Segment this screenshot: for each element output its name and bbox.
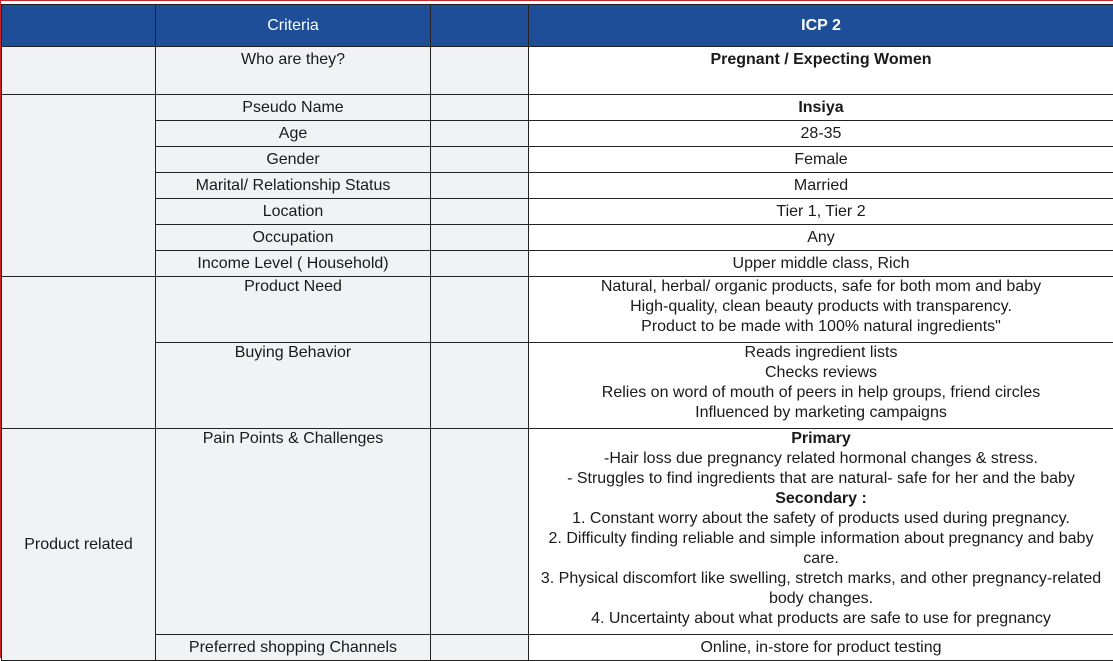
cell-empty[interactable] bbox=[431, 147, 529, 173]
header-cell-criteria[interactable]: Criteria bbox=[156, 5, 431, 47]
primary-heading: Primary bbox=[531, 429, 1111, 449]
text-line: Checks reviews bbox=[531, 363, 1111, 383]
cell-value[interactable]: Any bbox=[529, 225, 1113, 251]
cell-empty[interactable] bbox=[431, 95, 529, 121]
cell-value[interactable]: Female bbox=[529, 147, 1113, 173]
table-row bbox=[2, 199, 1113, 225]
cell-empty[interactable] bbox=[431, 635, 529, 661]
cell-label[interactable]: Pseudo Name bbox=[156, 95, 431, 121]
table-row bbox=[2, 173, 1113, 199]
header-cell-blank[interactable] bbox=[2, 5, 156, 47]
text-line: Product to be made with 100% natural ingredients" bbox=[531, 317, 1111, 337]
cell-profile-section[interactable] bbox=[2, 95, 156, 277]
table-row bbox=[2, 95, 1113, 121]
cell-empty[interactable] bbox=[431, 173, 529, 199]
cell-section-product-related[interactable]: Product related bbox=[2, 429, 156, 661]
table-row bbox=[2, 343, 1113, 429]
table-row bbox=[2, 635, 1113, 661]
cell-pain-points[interactable] bbox=[529, 429, 1113, 635]
header-cell-icp[interactable]: ICP 2 bbox=[529, 5, 1113, 47]
cell-empty[interactable] bbox=[431, 277, 529, 343]
cell-empty[interactable] bbox=[2, 47, 156, 95]
text-line: - Struggles to find ingredients that are natural- safe for her and the baby bbox=[531, 469, 1111, 489]
table-row bbox=[2, 225, 1113, 251]
table-row bbox=[2, 277, 1113, 343]
text-line: 2. Difficulty finding reliable and simple information about pregnancy and baby care. bbox=[531, 529, 1111, 569]
cell-label[interactable]: Income Level ( Household) bbox=[156, 251, 431, 277]
header-cell-empty[interactable] bbox=[431, 5, 529, 47]
cell-empty[interactable] bbox=[431, 199, 529, 225]
cell-empty[interactable] bbox=[431, 225, 529, 251]
text-line: Relies on word of mouth of peers in help groups, friend circles bbox=[531, 383, 1111, 403]
cell-label[interactable]: Gender bbox=[156, 147, 431, 173]
text-line: -Hair loss due pregnancy related hormonal changes & stress. bbox=[531, 449, 1111, 469]
text-line: 3. Physical discomfort like swelling, stretch marks, and other pregnancy-related body changes. bbox=[531, 569, 1111, 609]
cell-value[interactable]: Upper middle class, Rich bbox=[529, 251, 1113, 277]
cell-value[interactable]: Insiya bbox=[529, 95, 1113, 121]
table-row bbox=[2, 47, 1113, 95]
cell-label[interactable]: Age bbox=[156, 121, 431, 147]
cell-label[interactable]: Occupation bbox=[156, 225, 431, 251]
icp-table bbox=[1, 4, 1113, 661]
cell-label[interactable]: Preferred shopping Channels bbox=[156, 635, 431, 661]
table-row bbox=[2, 147, 1113, 173]
secondary-heading: Secondary : bbox=[531, 489, 1111, 509]
text-line: Reads ingredient lists bbox=[531, 343, 1111, 363]
table-row bbox=[2, 251, 1113, 277]
text-line: 4. Uncertainty about what products are safe to use for pregnancy bbox=[531, 609, 1111, 629]
cell-value[interactable]: Online, in-store for product testing bbox=[529, 635, 1113, 661]
cell-label[interactable]: Product Need bbox=[156, 277, 431, 343]
cell-label[interactable]: Marital/ Relationship Status bbox=[156, 173, 431, 199]
cell-product-need[interactable] bbox=[529, 277, 1113, 343]
cell-value[interactable]: 28-35 bbox=[529, 121, 1113, 147]
text-line: Influenced by marketing campaigns bbox=[531, 403, 1111, 423]
text-line: High-quality, clean beauty products with transparency. bbox=[531, 297, 1111, 317]
cell-empty[interactable] bbox=[431, 343, 529, 429]
cell-label[interactable]: Location bbox=[156, 199, 431, 225]
cell-who-label[interactable]: Who are they? bbox=[156, 47, 431, 95]
cell-empty[interactable] bbox=[431, 121, 529, 147]
cell-empty[interactable] bbox=[431, 251, 529, 277]
text-line: Natural, herbal/ organic products, safe for both mom and baby bbox=[531, 277, 1111, 297]
cell-value[interactable]: Married bbox=[529, 173, 1113, 199]
cell-who-value[interactable]: Pregnant / Expecting Women bbox=[529, 47, 1113, 95]
cell-empty[interactable] bbox=[431, 47, 529, 95]
cell-needs-section[interactable] bbox=[2, 277, 156, 429]
table-row bbox=[2, 429, 1113, 635]
cell-empty[interactable] bbox=[431, 429, 529, 635]
cell-label[interactable]: Buying Behavior bbox=[156, 343, 431, 429]
cell-value[interactable]: Tier 1, Tier 2 bbox=[529, 199, 1113, 225]
header-row bbox=[2, 5, 1113, 47]
cell-buying-behavior[interactable] bbox=[529, 343, 1113, 429]
table-row bbox=[2, 121, 1113, 147]
text-line: 1. Constant worry about the safety of products used during pregnancy. bbox=[531, 509, 1111, 529]
cell-label[interactable]: Pain Points & Challenges bbox=[156, 429, 431, 635]
